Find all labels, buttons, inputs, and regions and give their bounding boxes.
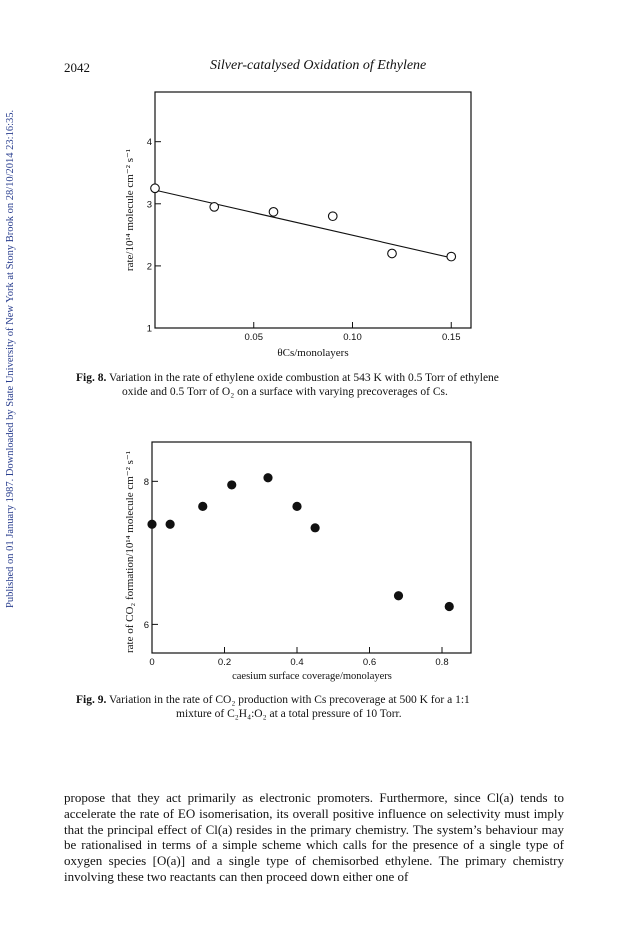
data-point	[148, 520, 156, 528]
x-tick-label: 0.10	[343, 332, 362, 343]
y-tick-label: 1	[146, 323, 152, 335]
data-point	[394, 592, 402, 600]
y-axis-label: rate of CO₂ formation/10¹⁴ molecule cm⁻² s⁻¹	[124, 450, 136, 654]
caption-line: Variation in the rate of ethylene oxide combustion at 543 K with 0.5 Torr of ethylene	[109, 372, 499, 384]
figure-9-caption	[76, 693, 566, 721]
data-point	[166, 520, 174, 528]
caption-line: mixture of C₂H₄:O₂ at a total pressure of 10 Torr.	[176, 708, 402, 720]
data-marks	[148, 474, 454, 611]
x-tick-label: 0	[149, 657, 155, 668]
x-tick-label: 0.8	[435, 657, 449, 668]
x-axis-label: caesium surface coverage/monolayers	[232, 671, 392, 682]
data-point	[445, 602, 453, 610]
y-tick-label: 2	[146, 261, 152, 273]
x-tick-label: 0.6	[362, 657, 377, 668]
data-point	[293, 502, 301, 510]
x-axis-label: θCs/monolayers	[277, 347, 349, 359]
data-point	[311, 524, 319, 532]
body-paragraph: propose that they act primarily as electronic promoters. Furthermore, since Cl(a) tends to accelerate the rate of EO isomerisation, its overall positive influence on selectivity must imply that the principal effect of Cl(a) resides in the primary chemistry. The system’s behaviour may be rationalised in terms of a simple scheme which calls for the presence of a single type of oxygen species [O(a)] and a single type of chemisorbed ethylene. The primary chemistry involving these two reactants can then proceed down either one of	[64, 790, 564, 884]
x-tick-label: 0.05	[244, 332, 263, 343]
y-axis-label: rate/10¹⁴ molecule cm⁻² s⁻¹	[124, 148, 136, 272]
data-point	[264, 474, 272, 482]
y-tick-label: 8	[143, 476, 149, 488]
body-text	[64, 790, 564, 885]
page-number: 2042	[64, 60, 90, 75]
download-notice-text: Published on 01 January 1987. Downloaded by State University of New York at Stony Brook on 28/10/2014 23:16:35.	[5, 109, 16, 608]
caption-line: oxide and 0.5 Torr of O₂ on a surface with varying precoverages of Cs.	[122, 386, 448, 398]
running-title: Silver-catalysed Oxidation of Ethylene	[210, 58, 427, 73]
y-tick-label: 4	[146, 137, 152, 149]
plot-frame	[152, 442, 471, 653]
data-point	[199, 502, 207, 510]
y-tick-label: 6	[143, 619, 149, 631]
caption-label: Fig. 9.	[76, 694, 107, 706]
caption-label: Fig. 8.	[76, 372, 107, 384]
y-tick-label: 3	[146, 199, 152, 211]
x-tick-label: 0.15	[442, 332, 461, 343]
data-point	[228, 481, 236, 489]
caption-line: Variation in the rate of CO₂ production with Cs precoverage at 500 K for a 1:1	[109, 694, 470, 706]
x-tick-label: 0.2	[217, 657, 232, 668]
x-tick-label: 0.4	[290, 657, 304, 668]
